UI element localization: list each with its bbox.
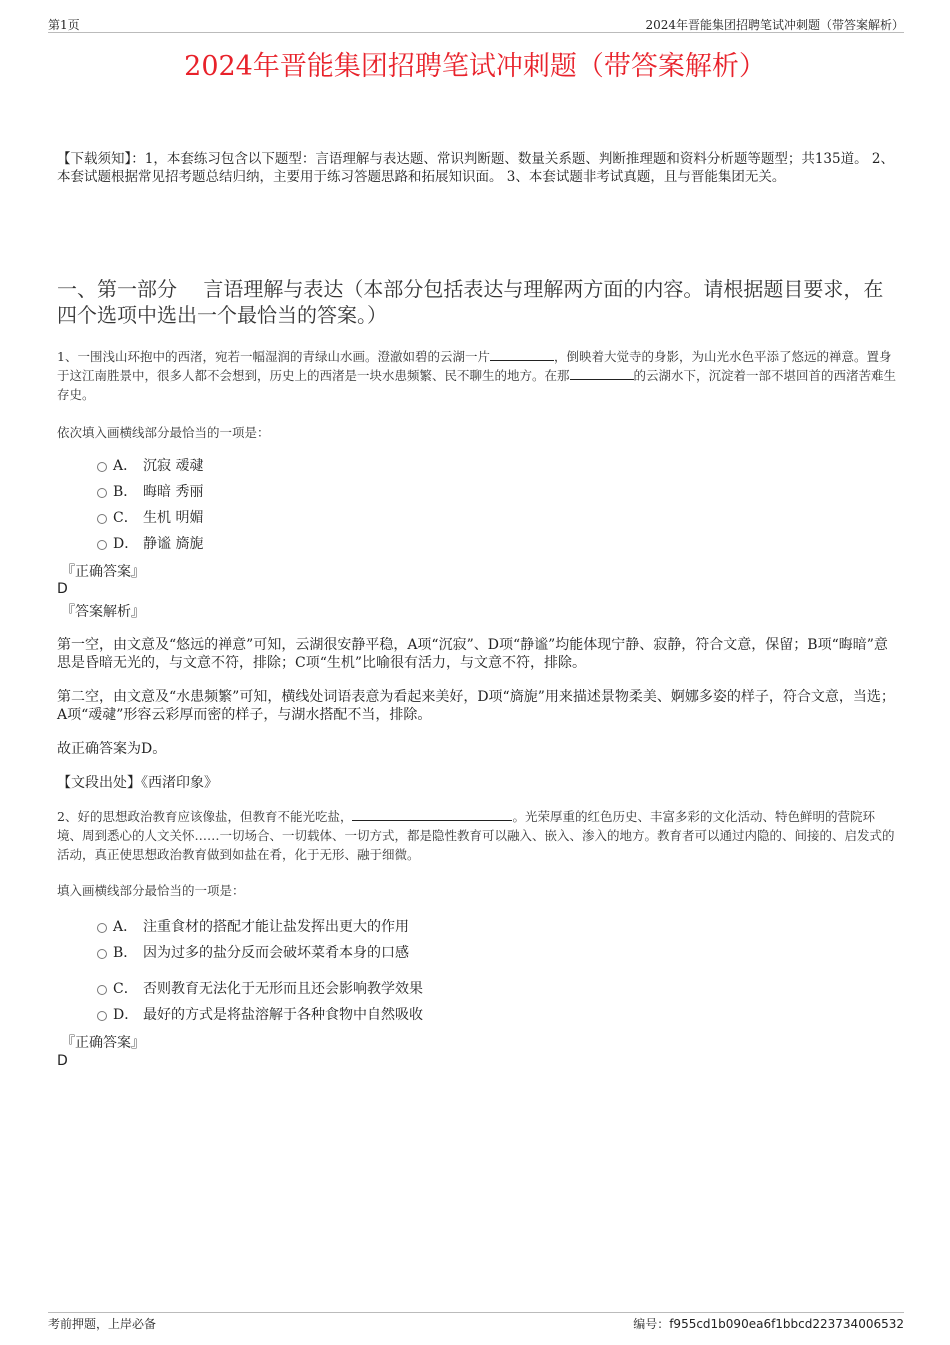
analysis-paragraph-2: 第二空，由文意及“水患频繁”可知，横线处词语表意为看起来美好，D项“旖旎”用来描述景物柔美、婀娜多姿的样子，符合文意，当选；A项“叆叇”形容云彩厚而密的样子，与湖水搭配不当，排除。 xyxy=(57,689,895,723)
document-code: 编号：f955cd1b090ea6f1bbcd223734006532 xyxy=(633,1317,904,1331)
question-1-option-d[interactable]: D． 静谧 旖旎 xyxy=(97,534,203,554)
radio-icon[interactable] xyxy=(97,1011,107,1021)
analysis-conclusion: 故正确答案为D。 xyxy=(57,741,167,757)
question-2-option-c[interactable]: C． 否则教育无法化于无形而且还会影响教学效果 xyxy=(97,979,423,999)
radio-icon[interactable] xyxy=(97,514,107,524)
fill-blank xyxy=(570,367,634,380)
page-header xyxy=(48,14,904,33)
question-1-option-b[interactable]: B． 晦暗 秀丽 xyxy=(97,482,203,502)
fill-blank xyxy=(490,348,554,361)
section-heading: 一、第一部分 言语理解与表达（本部分包括表达与理解两方面的内容。请根据题目要求，在四个选项中选出一个最恰当的答案。） xyxy=(57,277,884,327)
answer-label: 『正确答案』 xyxy=(61,564,145,580)
fill-blank xyxy=(352,808,512,821)
question-1-text: 1、一围浅山环抱中的西渚，宛若一幅湿润的青绿山水画。澄澈如碧的云湖一片 ，倒映着大觉寺的身影，为山光水色平添了悠远的禅意。置身于这江南胜景中，很多人都不会想到，历史上的西渚是一块水患频繁、民不聊生的地方。在那 的云湖水下，沉淀着一部不堪回首的西渚苦难生存史。 xyxy=(57,349,897,402)
question-2-option-d[interactable]: D． 最好的方式是将盐溶解于各种食物中自然吸收 xyxy=(97,1005,423,1025)
page-title: 2024年晋能集团招聘笔试冲刺题（带答案解析） xyxy=(184,51,766,82)
radio-icon[interactable] xyxy=(97,949,107,959)
radio-icon[interactable] xyxy=(97,462,107,472)
analysis-paragraph-1: 第一空，由文意及“悠远的禅意”可知，云湖很安静平稳，A项“沉寂”、D项“静谧”均能体现宁静、寂静，符合文意，保留；B项“晦暗”意思是昏暗无光的，与文意不符，排除；C项“生机”比喻很有活力，与文意不符，排除。 xyxy=(57,637,888,671)
question-2-option-b[interactable]: B． 因为过多的盐分反而会破坏菜肴本身的口感 xyxy=(97,943,409,963)
question-1-option-c[interactable]: C． 生机 明媚 xyxy=(97,508,203,528)
text-source: 【文段出处】《西渚印象》 xyxy=(57,775,218,791)
question-2-prompt: 填入画横线部分最恰当的一项是： xyxy=(57,883,245,898)
page-number: 第1页 xyxy=(48,18,80,32)
question-1-prompt: 依次填入画横线部分最恰当的一项是： xyxy=(57,425,270,440)
download-notice: 【下载须知】：1，本套练习包含以下题型：言语理解与表达题、常识判断题、数量关系题、判断推理题和资料分析题等题型；共135道。 2、本套试题根据常见招考题总结归纳，主要用于练习答题思路和拓展知识面。 3、本套试题非考试真题，且与晋能集团无关。 xyxy=(57,151,894,185)
question-1-option-a[interactable]: A． 沉寂 叆叇 xyxy=(97,456,203,476)
answer-value: D xyxy=(57,581,68,597)
footer-slogan: 考前押题，上岸必备 xyxy=(48,1317,157,1331)
question-2-option-a[interactable]: A． 注重食材的搭配才能让盐发挥出更大的作用 xyxy=(97,917,409,937)
page-footer xyxy=(48,1312,904,1331)
radio-icon[interactable] xyxy=(97,923,107,933)
analysis-label: 『答案解析』 xyxy=(61,604,145,620)
answer-label: 『正确答案』 xyxy=(61,1035,145,1051)
radio-icon[interactable] xyxy=(97,488,107,498)
radio-icon[interactable] xyxy=(97,985,107,995)
header-doc-title: 2024年晋能集团招聘笔试冲刺题（带答案解析） xyxy=(645,18,904,32)
question-2-text: 2、好的思想政治教育应该像盐，但教育不能光吃盐， 。光荣厚重的红色历史、丰富多彩的文化活动、特色鲜明的营院环境、周到悉心的人文关怀……一切场合、一切载体、一切方式，都是隐性教育可以融入、嵌入、渗入的地方。教育者可以通过内隐的、间接的、启发式的活动，真正使思想政治教育做到如盐在肴，化于无形、融于细微。 xyxy=(57,809,895,862)
answer-value: D xyxy=(57,1053,68,1069)
radio-icon[interactable] xyxy=(97,540,107,550)
